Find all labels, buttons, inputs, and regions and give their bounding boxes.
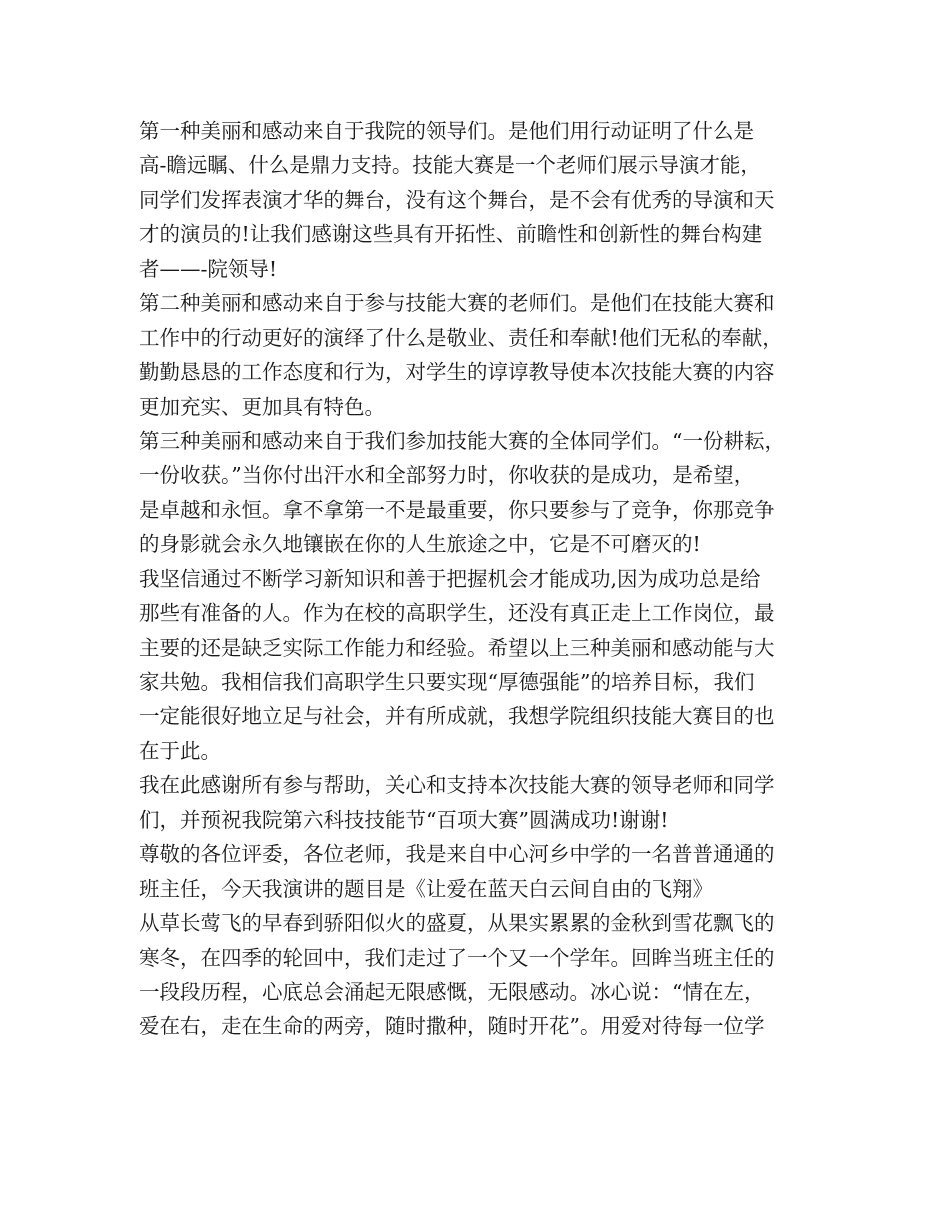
text-line: 从草长莺飞的早春到骄阳似火的盛夏，从果实累累的金秋到雪花飘飞的 <box>139 911 775 936</box>
body-text <box>139 114 819 1044</box>
text-line: 一段段历程，心底总会涌起无限感慨，无限感动。冰心说：“情在左， <box>139 979 765 1004</box>
text-line: 第一种美丽和感动来自于我院的领导们。是他们用行动证明了什么是 <box>139 119 754 143</box>
text-line: 工作中的行动更好的演绎了什么是敬业、责任和奉献!他们无私的奉献， <box>139 325 783 350</box>
text-line: 者——-院领导! <box>139 256 278 281</box>
text-line: 那些有准备的人。作为在校的高职学生，还没有真正走上工作岗位，最 <box>139 601 775 626</box>
text-line: 同学们发挥表演才华的舞台，没有这个舞台，是不会有优秀的导演和天 <box>139 187 775 212</box>
text-line: 一份收获。”当你付出汗水和全部努力时，你收获的是成功，是希望， <box>139 463 755 488</box>
text-line: 爱在右，走在生命的两旁，随时撒种，随时开花”。用爱对待每一位学 <box>139 1014 765 1039</box>
text-line: 班主任，今天我演讲的题目是《让爱在蓝天白云间自由的飞翔》 <box>139 876 713 901</box>
text-line: 是卓越和永恒。拿不拿第一不是最重要，你只要参与了竞争，你那竞争 <box>139 497 775 522</box>
text-line: 才的演员的!让我们感谢这些具有开拓性、前瞻性和创新性的舞台构建 <box>139 222 763 247</box>
text-line: 主要的还是缺乏实际工作能力和经验。希望以上三种美丽和感动能与大 <box>139 635 775 660</box>
text-line: 勤勤恳恳的工作态度和行为，对学生的谆谆教导使本次技能大赛的内容 <box>139 360 775 385</box>
text-line: 寒冬，在四季的轮回中，我们走过了一个又一个学年。回眸当班主任的 <box>139 945 775 970</box>
text-line: 的身影就会永久地镶嵌在你的人生旅途之中，它是不可磨灭的! <box>139 532 701 557</box>
text-line: 一定能很好地立足与社会，并有所成就，我想学院组织技能大赛目的也 <box>139 704 775 729</box>
text-line: 更加充实、更加具有特色。 <box>139 394 385 419</box>
text-line: 尊敬的各位评委，各位老师，我是来自中心河乡中学的一名普普通通的 <box>139 842 775 867</box>
text-line: 在于此。 <box>139 738 221 763</box>
text-line: 第三种美丽和感动来自于我们参加技能大赛的全体同学们。“一份耕耘， <box>139 428 785 453</box>
text-line: 我在此感谢所有参与帮助，关心和支持本次技能大赛的领导老师和同学 <box>139 773 775 798</box>
text-line: 第二种美丽和感动来自于参与技能大赛的老师们。是他们在技能大赛和 <box>139 291 775 316</box>
text-line: 家共勉。我相信我们高职学生只要实现“厚德强能”的培养目标，我们 <box>139 670 755 694</box>
text-line: 们，并预祝我院第六科技技能节“百项大赛”圆满成功!谢谢! <box>139 807 669 832</box>
text-line: 高-瞻远瞩、什么是鼎力支持。技能大赛是一个老师们展示导演才能， <box>139 153 761 178</box>
text-line: 我坚信通过不断学习新知识和善于把握机会才能成功,因为成功总是给 <box>139 566 761 591</box>
